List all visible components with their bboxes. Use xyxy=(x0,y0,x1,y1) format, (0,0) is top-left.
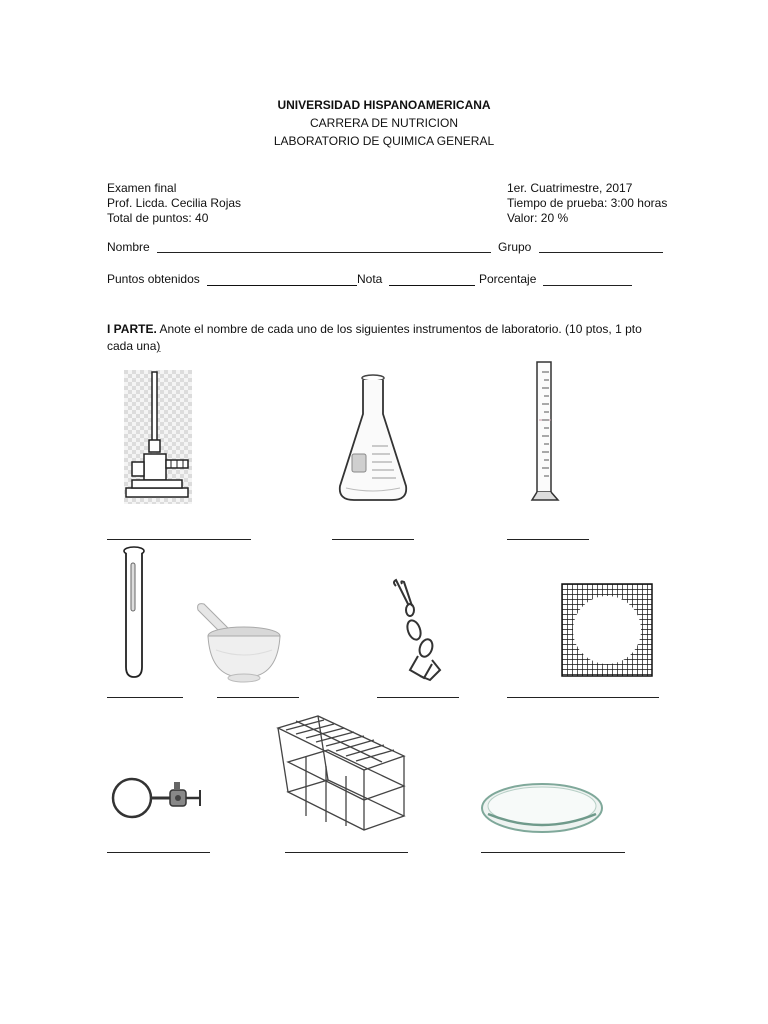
crucible-tongs-icon xyxy=(388,580,452,684)
nombre-label: Nombre xyxy=(107,240,150,254)
answer-field-9[interactable] xyxy=(285,852,408,853)
answer-field-2[interactable] xyxy=(332,539,414,540)
grupo-field[interactable] xyxy=(539,252,663,253)
graduated-cylinder-icon xyxy=(528,360,564,506)
bunsen-burner-icon xyxy=(124,370,192,504)
professor: Prof. Licda. Cecilia Rojas xyxy=(107,196,242,210)
section-instruction xyxy=(107,322,642,336)
answer-field-6[interactable] xyxy=(377,697,459,698)
ring-clamp-icon xyxy=(110,776,210,820)
test-tube-rack-icon xyxy=(276,716,406,832)
total-points: Total de puntos: 40 xyxy=(107,211,209,225)
mortar-pestle-icon xyxy=(194,600,290,684)
instruction-end: ) xyxy=(156,339,161,353)
nota-label: Nota xyxy=(357,272,383,286)
puntos-label: Puntos obtenidos xyxy=(107,272,200,286)
instruction-text-2: cada una xyxy=(107,339,157,353)
wire-gauze-icon xyxy=(562,584,652,676)
answer-field-1[interactable] xyxy=(107,539,251,540)
university-title: UNIVERSIDAD HISPANOAMERICANA xyxy=(277,98,491,112)
nombre-field[interactable] xyxy=(157,252,491,253)
answer-field-4[interactable] xyxy=(107,697,183,698)
instruction-text: Anote el nombre de cada uno de los siguientes instrumentos de laboratorio. (10 ptos, 1 pto xyxy=(156,322,642,336)
term: 1er. Cuatrimestre, 2017 xyxy=(507,181,633,195)
grupo-label: Grupo xyxy=(498,240,532,254)
lab-title: LABORATORIO DE QUIMICA GENERAL xyxy=(273,134,495,148)
porcentaje-label: Porcentaje xyxy=(479,272,537,286)
puntos-field[interactable] xyxy=(207,285,357,286)
career-title: CARRERA DE NUTRICION xyxy=(309,116,458,130)
answer-field-3[interactable] xyxy=(507,539,589,540)
nota-field[interactable] xyxy=(389,285,475,286)
exam-type: Examen final xyxy=(107,181,177,195)
answer-field-5[interactable] xyxy=(217,697,299,698)
answer-field-7[interactable] xyxy=(507,697,659,698)
exam-value: Valor: 20 % xyxy=(507,211,569,225)
section-instruction-cont xyxy=(107,339,160,353)
porcentaje-field[interactable] xyxy=(543,285,632,286)
section-title: I PARTE. xyxy=(107,322,157,336)
watch-glass-icon xyxy=(480,780,604,836)
answer-field-8[interactable] xyxy=(107,852,210,853)
test-time: Tiempo de prueba: 3:00 horas xyxy=(507,196,668,210)
test-tube-icon xyxy=(120,545,148,681)
erlenmeyer-flask-icon xyxy=(336,374,412,504)
answer-field-10[interactable] xyxy=(481,852,625,853)
